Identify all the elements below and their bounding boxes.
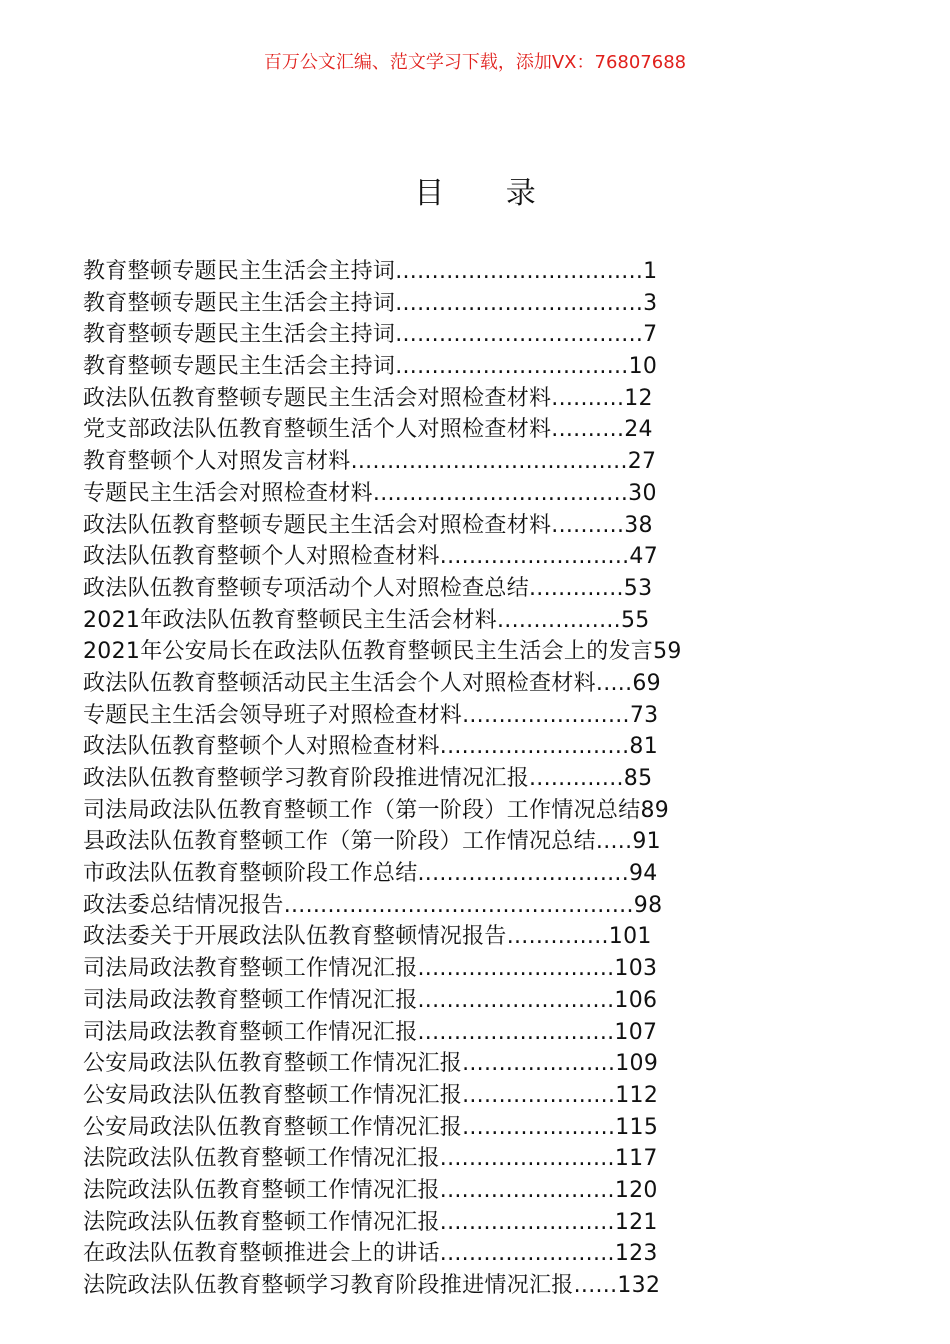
toc-entry[interactable]: 法院政法队伍教育整顿工作情况汇报........................121 xyxy=(83,1209,658,1235)
toc-entry[interactable]: 政法队伍教育整顿个人对照检查材料..........................47 xyxy=(83,544,659,570)
toc-entry[interactable]: 法院政法队伍教育整顿工作情况汇报........................117 xyxy=(83,1146,658,1172)
toc-entry[interactable]: 县政法队伍教育整顿工作（第一阶段）工作情况总结.....91 xyxy=(83,829,661,855)
toc-entry[interactable]: 法院政法队伍教育整顿工作情况汇报........................120 xyxy=(83,1177,658,1203)
toc-entry[interactable]: 2021年公安局长在政法队伍教育整顿民主生活会上的发言59 xyxy=(83,639,682,665)
toc-entry[interactable]: 公安局政法队伍教育整顿工作情况汇报.....................112 xyxy=(83,1082,659,1108)
toc-entry[interactable]: 公安局政法队伍教育整顿工作情况汇报.....................109 xyxy=(83,1051,659,1077)
toc-title: 目 录 xyxy=(414,176,562,211)
toc-entry[interactable]: 政法队伍教育整顿活动民主生活会个人对照检查材料.....69 xyxy=(83,670,661,696)
toc-entry[interactable]: 教育整顿专题民主生活会主持词..................................3 xyxy=(83,290,658,316)
toc-entry[interactable]: 法院政法队伍教育整顿学习教育阶段推进情况汇报......132 xyxy=(83,1273,661,1298)
toc-entry[interactable]: 政法队伍教育整顿专题民主生活会对照检查材料..........38 xyxy=(83,512,653,538)
toc-entry[interactable]: 政法队伍教育整顿专项活动个人对照检查总结.............53 xyxy=(83,575,653,601)
toc-entry[interactable]: 党支部政法队伍教育整顿生活个人对照检查材料..........24 xyxy=(83,417,653,443)
toc-entry[interactable]: 2021年政法队伍教育整顿民主生活会材料.................55 xyxy=(83,607,650,633)
toc-entry[interactable]: 专题民主生活会对照检查材料...................................30 xyxy=(83,480,657,506)
toc-entry[interactable]: 公安局政法队伍教育整顿工作情况汇报.....................115 xyxy=(83,1114,659,1140)
header-watermark-note: 百万公文汇编、范文学习下载，添加VX：76807688 xyxy=(263,52,687,73)
toc-entry[interactable]: 市政法队伍教育整顿阶段工作总结.............................94 xyxy=(83,861,658,887)
toc-entry[interactable]: 司法局政法队伍教育整顿工作（第一阶段）工作情况总结89 xyxy=(83,797,670,823)
toc-entry[interactable]: 政法队伍教育整顿个人对照检查材料..........................81 xyxy=(83,734,659,760)
toc-entry[interactable]: 政法委总结情况报告................................................98 xyxy=(83,892,663,918)
toc-entry[interactable]: 教育整顿专题民主生活会主持词..................................1 xyxy=(83,259,658,284)
toc-entry[interactable]: 专题民主生活会领导班子对照检查材料.......................73 xyxy=(83,702,659,728)
toc-entry[interactable]: 教育整顿专题民主生活会主持词................................10 xyxy=(83,354,658,380)
toc-entry[interactable]: 司法局政法教育整顿工作情况汇报...........................103 xyxy=(83,956,658,982)
toc-entry[interactable]: 教育整顿专题民主生活会主持词..................................7 xyxy=(83,322,658,348)
toc-entry[interactable]: 政法委关于开展政法队伍教育整顿情况报告..............101 xyxy=(83,924,652,950)
toc-entry[interactable]: 政法队伍教育整顿学习教育阶段推进情况汇报.............85 xyxy=(83,766,653,791)
toc-entry[interactable]: 教育整顿个人对照发言材料......................................27 xyxy=(83,449,657,475)
toc-entry[interactable]: 政法队伍教育整顿专题民主生活会对照检查材料..........12 xyxy=(83,385,653,411)
toc-entry[interactable]: 司法局政法教育整顿工作情况汇报...........................106 xyxy=(83,987,658,1013)
toc-entry[interactable]: 在政法队伍教育整顿推进会上的讲话........................123 xyxy=(83,1241,658,1267)
table-of-contents xyxy=(83,256,783,1302)
toc-entry[interactable]: 司法局政法教育整顿工作情况汇报...........................107 xyxy=(83,1019,658,1045)
